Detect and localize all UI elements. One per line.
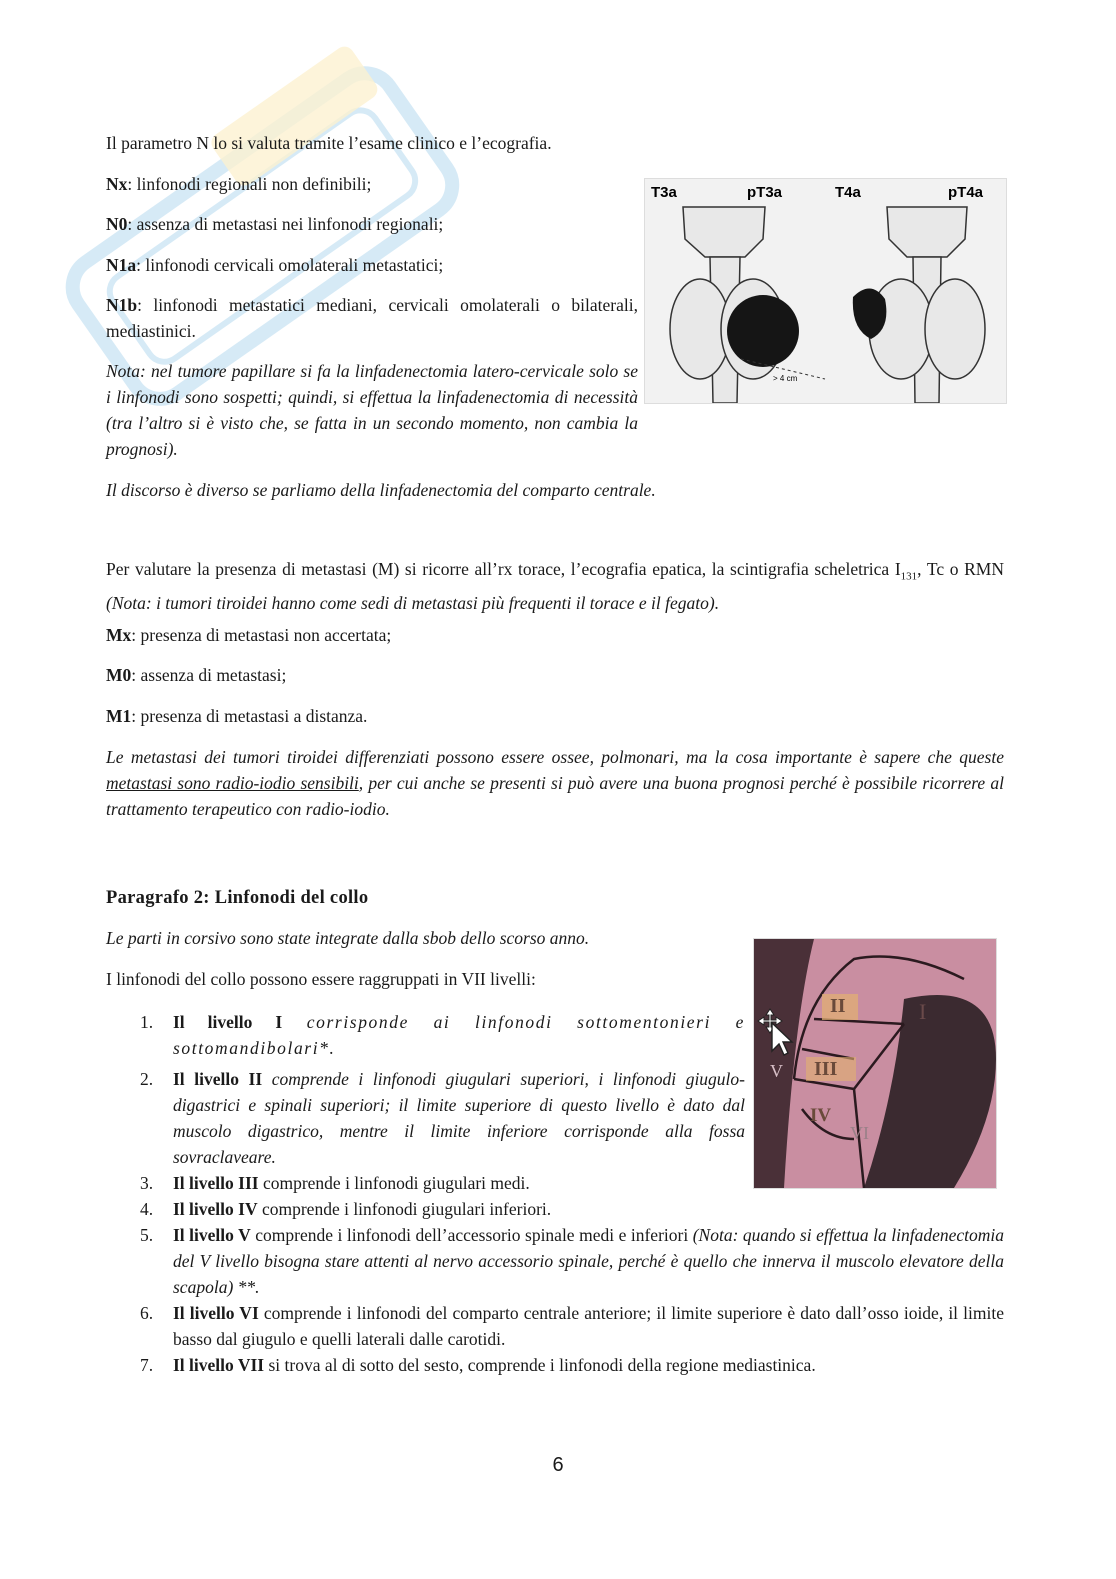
n-item-n0: N0: assenza di metastasi nei linfonodi regionali; [106,214,444,234]
section-note: Le parti in corsivo sono state integrate dalla sbob dello scorso anno. [106,928,590,948]
figure-measure: > 4 cm [773,374,798,383]
list-item: 1. Il livello I corrisponde ai linfonodi sottomentonieri e sottomandibolari*. [140,1012,746,1058]
level-label-vi: VI [850,1123,869,1143]
n-item-nx: Nx: linfonodi regionali non definibili; [106,174,372,194]
n-item-n1b: N1b: linfonodi metastatici mediani, cervicali omolaterali o bilaterali, mediastinici. [106,295,638,341]
figure-label-pt4a: pT4a [948,184,984,201]
nota-comparto-centrale: Il discorso è diverso se parliamo della linfadenectomia del comparto centrale. [106,480,656,500]
n-item-n1a: N1a: linfonodi cervicali omolaterali metastatici; [106,255,444,275]
m-item-mx: Mx: presenza di metastasi non accertata; [106,625,392,645]
page-number: 6 [552,1454,564,1476]
m-item-m0: M0: assenza di metastasi; [106,665,287,685]
thyroid-staging-figure [644,178,1007,404]
level-label-ii: II [830,995,846,1017]
levels-intro: I linfonodi del collo possono essere raggruppati in VII livelli: [106,969,536,989]
section-title: Paragrafo 2: Linfonodi del collo [106,888,369,908]
list-item: 2. Il livello II comprende i linfonodi giugulari superiori, i linfonodi giugulo-digastrici e spinali superiori; il limite superiore di questo livello è dato dal muscolo digastrico, mentre il limite inferiore corrisponde alla fossa sovraclaveare. [140,1069,746,1167]
level-label-iv: IV [810,1105,832,1126]
level-label-i: I [919,999,927,1024]
nota-papillare: Nota: nel tumore papillare si fa la linfadenectomia latero-cervicale solo se i linfonodi sono sospetti; quindi, si effettua la linfadenectomia di necessità (tra l’altro si è visto che, se fatta in un secondo momento, non cambia la prognosi). [106,361,638,459]
level-label-iii: III [814,1058,838,1080]
figure-label-pt3a: pT3a [747,184,783,201]
figure-label-t4a: T4a [835,184,861,201]
m-intro: Per valutare la presenza di metastasi (M) si ricorre all’rx torace, l’ecografia epatica, la scintigrafia scheletrica $I_{131}$, Tc o RMN (Nota: i tumori tiroidei hanno come sedi di metastasi più frequenti il torace e il fegato). [106,559,1004,613]
figure-label-t3a: T3a [651,184,677,201]
m-note: Le metastasi dei tumori tiroidei differenziati possono essere ossee, polmonari, ma la cosa importante è sapere che queste metastasi sono radio-iodio sensibili, per cui anche se presenti si può avere una buona prognosi perché è possibile ricorrere al trattamento terapeutico con radio-iodio. [106,747,1004,819]
list-item: 7. Il livello VII si trova al di sotto del sesto, comprende i linfonodi della regione mediastinica. [140,1355,816,1375]
list-item: 4. Il livello IV comprende i linfonodi giugulari inferiori. [140,1199,552,1219]
thyroid-right-drawing [869,207,985,403]
levels-list [106,1009,1004,1378]
level-label-v: V [770,1061,783,1081]
list-item: 3. Il livello III comprende i linfonodi giugulari medi. [140,1173,530,1193]
list-item: 5. Il livello V comprende i linfonodi dell’accessorio spinale medi e inferiori (Nota: quando si effettua la linfadenectomia del V livello bisogna stare attenti al nervo accessorio spinale, perché è quello che innerva il muscolo elevatore della scapola) **. [140,1225,1004,1297]
n-intro: Il parametro N lo si valuta tramite l’esame clinico e l’ecografia. [106,133,552,153]
m-item-m1: M1: presenza di metastasi a distanza. [106,706,368,726]
list-item: 6. Il livello VI comprende i linfonodi del comparto centrale anteriore; il limite superiore è dato dall’osso ioide, il limite basso dal giugulo e quelli laterali dalle carotidi. [140,1303,1004,1349]
tumor-mass-t3a [727,295,799,367]
